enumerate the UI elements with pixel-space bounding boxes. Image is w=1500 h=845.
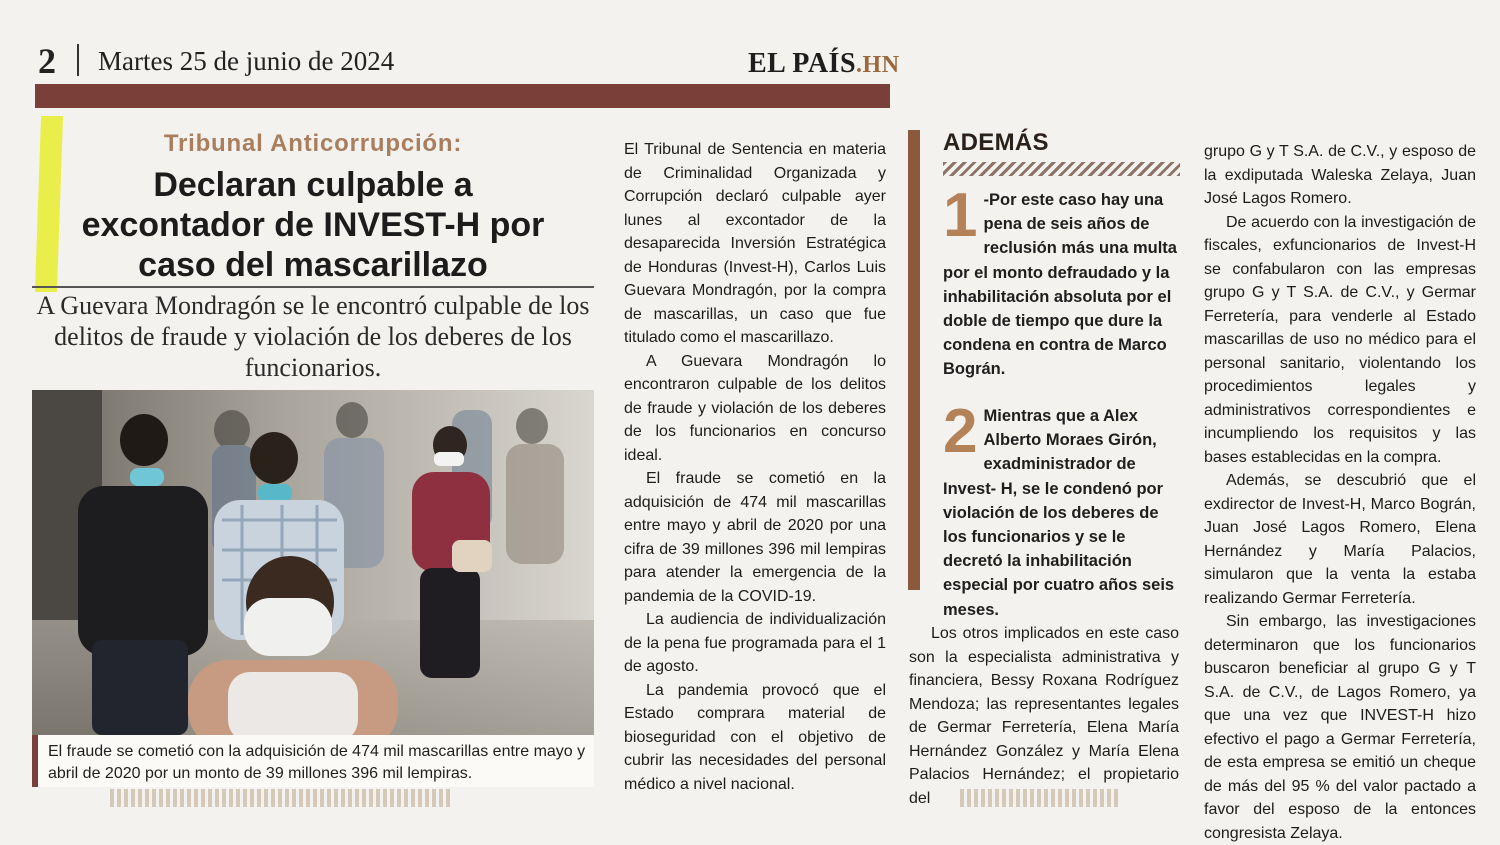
headline-line: Declaran culpable a [153,166,473,204]
header-divider [77,44,79,76]
logo-suffix: .HN [856,52,900,78]
photo-caption: El fraude se cometió con la adquisición de 474 mil mascarillas entre mayo y abril de 2020 por un monto de 39 millones 396 mil lempiras. [48,743,586,782]
ademas-hatch-rule [943,162,1180,176]
article-kicker: Tribunal Anticorrupción: [163,130,463,157]
ademas-item-text: Mientras que a Alex Alberto Moraes Girón, exadministrador de Invest- H, se le condenó por violación de los deberes de los funcionarios y se le decretó la inhabilitación especial por cuatro años seis meses. [943,407,1175,619]
bottom-ornament [110,789,450,807]
header-bar [35,84,890,108]
headline-line: excontador de INVEST-H por [81,206,545,244]
body-column-3 [909,622,1179,810]
body-paragraph: El fraude se cometió en la adquisición de 474 mil mascarillas entre mayo y abril de 2020 por una cifra de 39 millones 396 mil lempiras para atender la emergencia de la pandemia de la COVID-19. [624,470,886,605]
body-paragraph: La audiencia de individualización de la pena fue programada para el 1 de agosto. [624,611,886,675]
ademas-item [943,397,1183,622]
ademas-item-text: -Por este caso hay una pena de seis años de reclusión más una multa por el monto defraudado y la inhabilitación absoluta por el doble de tiempo que dure la condena en contra de Marco Bográn. [943,191,1177,379]
body-paragraph: El Tribunal de Sentencia en materia de Criminalidad Organizada y Corrupción declaró culpable ayer lunes al excontador de la desaparecida Inversión Estratégica de Honduras (Invest-H), Carlos Luis Guevara Mondragón, por la compra de mascarillas, un caso que fue titulado como el mascarillazo. [624,141,886,346]
caption-accent [32,735,38,787]
body-column-4 [1204,140,1476,845]
logo-main: EL PAÍS [748,48,857,79]
headline-line: caso del mascarillazo [138,246,488,284]
headline-rule [32,286,594,288]
body-column-1 [624,138,886,796]
page-number: 2 [38,41,56,81]
issue-date: Martes 25 de junio de 2024 [98,46,395,76]
article-photo [32,390,594,735]
ademas-item [943,181,1183,382]
article-subhead: A Guevara Mondragón se le encontró culpable de los delitos de fraude y violación de los deberes de los funcionarios. [36,291,590,382]
article-headline [32,165,594,285]
ademas-item-number: 2 [943,397,978,466]
body-paragraph: La pandemia provocó que el Estado comprara material de bioseguridad con el objetivo de cubrir las necesidades del personal médico a nivel nacional. [624,681,886,793]
body-paragraph: Además, se descubrió que el exdirector de Invest-H, Marco Bográn, Juan José Lagos Romero, Elena Hernández y María Palacios, simularon que la venta la estaba realizando Germar Ferretería. [1204,472,1476,607]
ademas-accent-bar [908,130,920,590]
body-paragraph: grupo G y T S.A. de C.V., y esposo de la exdiputada Waleska Zelaya, Juan José Lagos Romero. [1204,143,1476,207]
body-paragraph: A Guevara Mondragón lo encontraron culpable de los delitos de fraude y violación de los deberes de los funcionarios en concurso ideal. [624,352,886,464]
bottom-ornament [960,789,1120,807]
ademas-item-number: 1 [943,181,978,250]
body-paragraph: Los otros implicados en este caso son la especialista administrativa y financiera, Bessy Roxana Rodríguez Mendoza; las representantes legales de Germar Ferretería, Elena María Hernández González y María Elena Palacios Hernández; el propietario del [909,625,1179,807]
body-paragraph: De acuerdo con la investigación de fiscales, exfuncionarios de Invest-H se confabularon con las empresas grupo G y T S.A. de C.V., y Germar Ferretería, para venderle al Estado mascarillas de uso no médico para el personal sanitario, violentando los procedimientos legales y administrativos correspondientes e incumpliendo los requisitos y las bases establecidas en la compra. [1204,213,1476,466]
body-paragraph: Sin embargo, las investigaciones determinaron que los funcionarios buscaron beneficiar al grupo G y T S.A. de C.V., de Lagos Romero, ya que una vez que INVEST-H hizo efectivo el pago a Germar Ferretería, de esta empresa se emitió un cheque de más del 95 % del valor pactado a favor del esposo de la entonces congresista Zelaya. [1204,613,1476,842]
newspaper-logo [748,48,900,80]
ademas-title: ADEMÁS [943,129,1049,156]
